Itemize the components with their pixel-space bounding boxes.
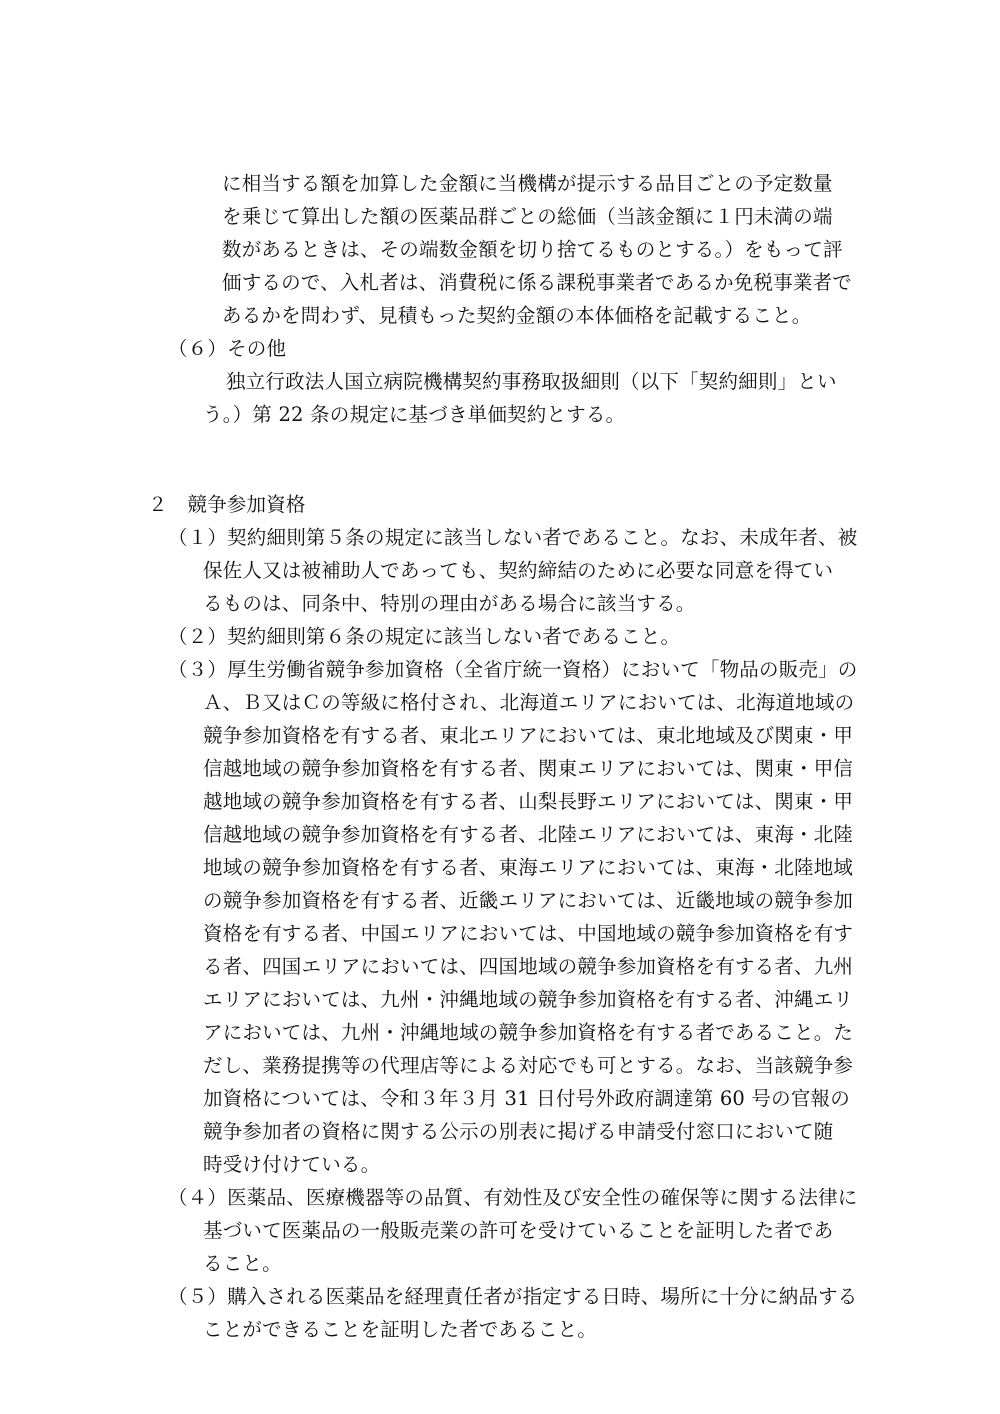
- item-heading: （６）その他: [168, 337, 287, 360]
- text-line: （１）契約細則第５条の規定に該当しない者であること。なお、未成年者、被: [168, 526, 858, 549]
- text-line: アにおいては、九州・沖縄地域の競争参加資格を有する者であること。た: [203, 1021, 854, 1044]
- text-line: る者、四国エリアにおいては、四国地域の競争参加資格を有する者、九州: [203, 955, 854, 978]
- text-line: （３）厚生労働省競争参加資格（全省庁統一資格）において「物品の販売」の: [168, 658, 858, 681]
- text-line: 独立行政法人国立病院機構契約事務取扱細則（以下「契約細則」とい: [226, 370, 837, 393]
- text-line: るものは、同条中、特別の理由がある場合に該当する。: [203, 592, 696, 615]
- text-line: 信越地域の競争参加資格を有する者、北陸エリアにおいては、東海・北陸: [203, 823, 854, 846]
- text-line: あるかを問わず、見積もった契約金額の本体価格を記載すること。: [222, 304, 812, 327]
- text-line: （５）購入される医薬品を経理責任者が指定する日時、場所に十分に納品する: [168, 1285, 858, 1308]
- text-line: だし、業務提携等の代理店等による対応でも可とする。なお、当該競争参: [203, 1054, 854, 1077]
- section-heading: ２ 競争参加資格: [148, 493, 306, 516]
- text-line: 越地域の競争参加資格を有する者、山梨長野エリアにおいては、関東・甲: [203, 790, 854, 813]
- text-line: 加資格については、令和３年３月 31 日付号外政府調達第 60 号の官報の: [203, 1087, 850, 1110]
- text-line: う。）第 22 条の規定に基づき単価契約とする。: [203, 403, 626, 426]
- text-line: 基づいて医薬品の一般販売業の許可を受けていることを証明した者であ: [203, 1219, 834, 1242]
- text-line: を乗じて算出した額の医薬品群ごとの総価（当該金額に１円未満の端: [222, 205, 833, 228]
- text-line: 資格を有する者、中国エリアにおいては、中国地域の競争参加資格を有す: [203, 922, 854, 945]
- text-line: 競争参加者の資格に関する公示の別表に掲げる申請受付窓口において随: [203, 1120, 834, 1143]
- text-line: 価するので、入札者は、消費税に係る課税事業者であるか免税事業者で: [222, 271, 853, 294]
- text-line: （４）医薬品、医療機器等の品質、有効性及び安全性の確保等に関する法律に: [168, 1186, 858, 1209]
- text-line: の競争参加資格を有する者、近畿エリアにおいては、近畿地域の競争参加: [203, 889, 854, 912]
- text-line: ことができることを証明した者であること。: [203, 1318, 598, 1341]
- text-line: 地域の競争参加資格を有する者、東海エリアにおいては、東海・北陸地域: [203, 856, 854, 879]
- text-line: に相当する額を加算した金額に当機構が提示する品目ごとの予定数量: [222, 172, 833, 195]
- text-line: エリアにおいては、九州・沖縄地域の競争参加資格を有する者、沖縄エリ: [203, 988, 854, 1011]
- text-line: （２）契約細則第６条の規定に該当しない者であること。: [168, 625, 681, 648]
- text-line: 信越地域の競争参加資格を有する者、関東エリアにおいては、関東・甲信: [203, 757, 854, 780]
- text-line: 数があるときは、その端数金額を切り捨てるものとする。）をもって評: [222, 238, 843, 261]
- text-line: ること。: [203, 1252, 282, 1275]
- text-line: Ａ、Ｂ又はＣの等級に格付され、北海道エリアにおいては、北海道地域の: [203, 691, 855, 714]
- text-line: 時受け付けている。: [203, 1153, 381, 1176]
- text-line: 保佐人又は被補助人であっても、契約締結のために必要な同意を得てい: [203, 559, 834, 582]
- text-line: 競争参加資格を有する者、東北エリアにおいては、東北地域及び関東・甲: [203, 724, 854, 747]
